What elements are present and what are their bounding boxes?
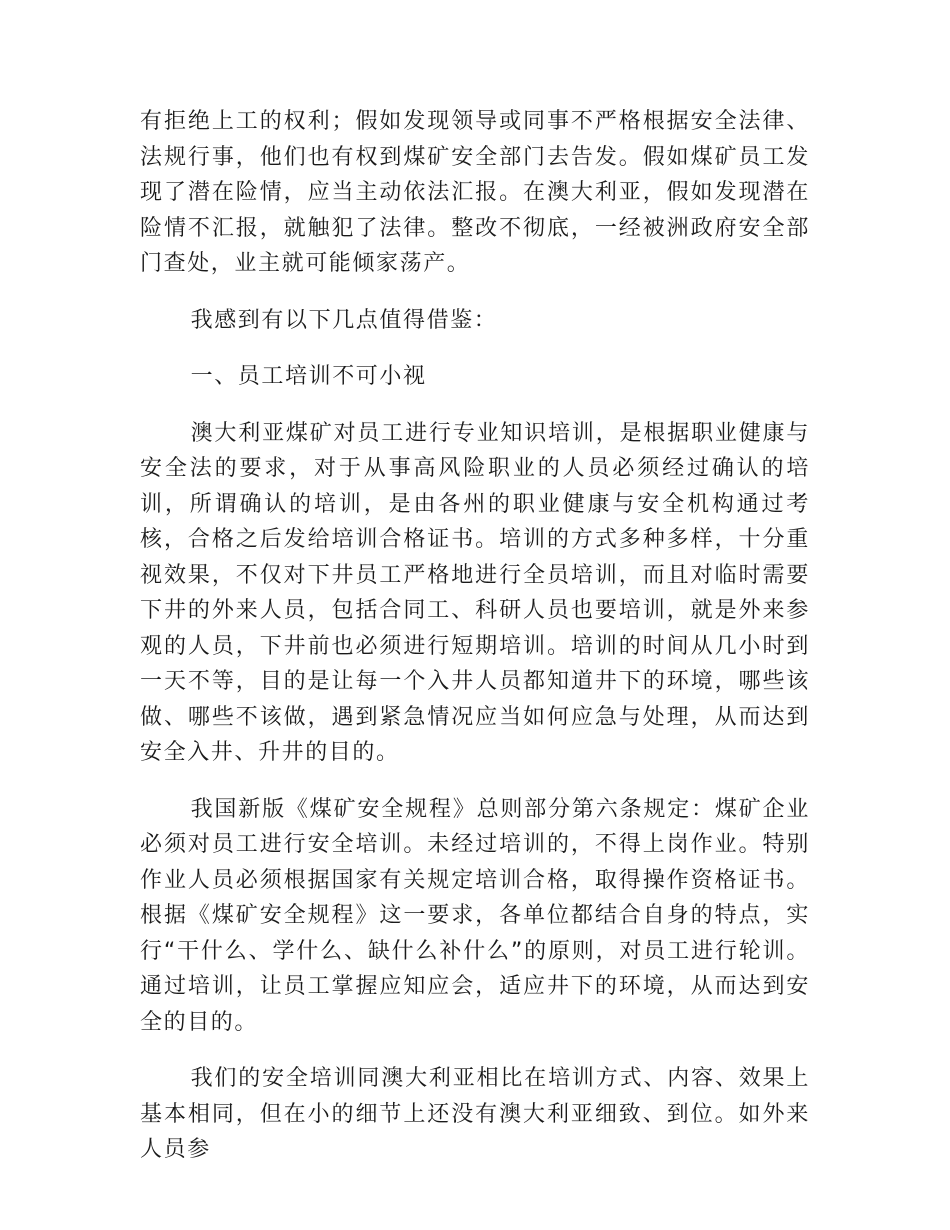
paragraph-australia-training: 澳大利亚煤矿对员工进行专业知识培训，是根据职业健康与安全法的要求，对于从事高风险职业的人员必须经过确认的培训，所谓确认的培训，是由各州的职业健康与安全机构通过考核，合格之后发给培训合格证书。培训的方式多种多样，十分重视效果，不仅对下井员工严格地进行全员培训，而且对临时需要下井的外来人员，包括合同工、科研人员也要培训，就是外来参观的人员，下井前也必须进行短期培训。培训的时间从几小时到一天不等，目的是让每一个入井人员都知道井下的环境，哪些该做、哪些不该做，遇到紧急情况应当如何应急与处理，从而达到安全入井、升井的目的。 [140,420,810,765]
section-heading: 一、员工培训不可小视 [190,364,427,389]
document-body [140,104,810,1189]
paragraph-intro: 我感到有以下几点值得借鉴： [190,307,498,333]
paragraph-china-regulation: 我国新版《煤矿安全规程》总则部分第六条规定：煤矿企业必须对员工进行安全培训。未经过培训的，不得上岗作业。特别作业人员必须根据国家有关规定培训合格，取得操作资格证书。根据《煤矿安全规程》这一要求，各单位都结合自身的特点，实行“干什么、学什么、缺什么补什么”的原则，对员工进行轮训。通过培训，让员工掌握应知应会，适应井下的环境，从而达到安全的目的。 [140,796,810,1035]
paragraph-continuation: 有拒绝上工的权利；假如发现领导或同事不严格根据安全法律、法规行事，他们也有权到煤矿安全部门去告发。假如煤矿员工发现了潜在险情，应当主动依法汇报。在澳大利亚，假如发现潜在险情不汇报，就触犯了法律。整改不彻底，一经被洲政府安全部门查处，业主就可能倾家荡产。 [140,109,810,276]
paragraph-comparison: 我们的安全培训同澳大利亚相比在培训方式、内容、效果上基本相同，但在小的细节上还没有澳大利亚细致、到位。如外来人员参 [140,1066,810,1162]
